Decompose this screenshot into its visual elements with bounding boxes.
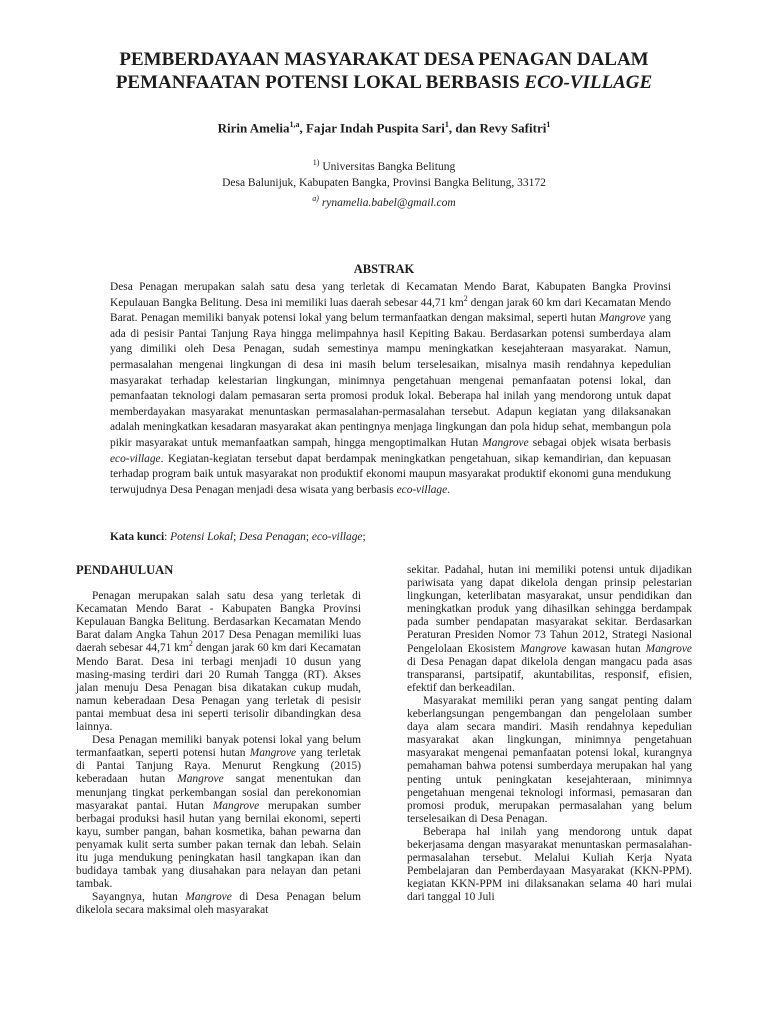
- paragraph-text: dengan jarak 60 km dari Kecamatan Mendo Barat. Desa ini terbagi menjadi 10 dusun yang masing-masing terdiri dari 20 Rumah Tangga (RT). Akses jalan menuju Desa Penagan bisa dikatakan cukup mudah, namun keberadaan Desa Penagan yang terletak di pesisir pantai membuat desa ini seperti terisolir dibandingkan desa lainnya.: [76, 642, 361, 734]
- intro-paragraph-2: [76, 734, 361, 891]
- paragraph-text: Sayangnya, hutan: [92, 891, 186, 904]
- paragraph-text: kawasan hutan: [566, 642, 646, 655]
- affiliation-sup: 1): [312, 158, 320, 167]
- abstract-heading: ABSTRAK: [353, 262, 415, 276]
- title-line-2-italic: ECO-VILLAGE: [524, 72, 653, 93]
- author-2: Fajar Indah Puspita Sari: [306, 120, 445, 136]
- keyword-1: Potensi Lokal: [170, 531, 234, 543]
- paragraph-text: yang terletak di Pantai Tanjung Raya. Menurut Rengkung (2015) keberadaan hutan: [76, 747, 361, 786]
- keyword-3: eco-village: [311, 531, 363, 543]
- left-column: [76, 564, 361, 917]
- title-line-1: PEMBERDAYAAN MASYARAKAT DESA PENAGAN DALAM: [119, 49, 649, 70]
- abstract-text: .: [447, 483, 451, 496]
- email-address: rynamelia.babel@gmail.com: [321, 196, 456, 209]
- paragraph-text: di Desa Penagan dapat dikelola dengan mangacu pada asas transparansi, partsipatif, akuntabilitas, responsif, efisien, efektif dan berkeadilan.: [407, 655, 692, 694]
- keywords-label: Kata kunci: [110, 531, 165, 543]
- paragraph-italic: Mangrove: [177, 773, 224, 786]
- affiliation-address: Desa Balunijuk, Kabupaten Bangka, Provinsi Bangka Belitung, 33172: [222, 176, 546, 189]
- intro-paragraph-3: [76, 891, 361, 917]
- paragraph-italic: Mangrove: [519, 642, 567, 655]
- paper-title: [60, 48, 708, 94]
- title-line-2-text: PEMANFAATAN POTENSI LOKAL BERBASIS: [115, 72, 520, 93]
- paragraph-text: Penagan merupakan salah satu desa yang terletak di Kecamatan Mendo Barat - Kabupaten Bangka Provinsi Kepulauan Bangka Belitung. Berdasarkan Kecamatan Mendo Barat dalam Angka Tahun 2017 Desa Penagan memiliki luas daerah sebesar 44,71 km: [76, 590, 361, 655]
- author-3-sup: 1: [546, 120, 551, 129]
- section-heading-pendahuluan: PENDAHULUAN: [76, 563, 174, 577]
- affiliation: [80, 155, 688, 211]
- keyword-2: Desa Penagan: [239, 531, 306, 543]
- right-paragraph-2: Masyarakat memiliki peran yang sangat penting dalam keberlangsungan pengembangan dan pengelolaan sumber daya alam secara mandiri. Masih rendahnya kepedulian masyarakat akan lingkungan, minimnya pengetahuan masyarakat mengenai pemanfaatan potensi lokal, kurangnya pemahaman bahwa potensi sumberdaya merupakan hal yang penting untuk peningkatan kesejahteraan, minimnya pengetahuan mengenai teknologi informasi, pemasaran dan promosi produk, merupakan permasalahan yang belum terselesaikan di Desa Penagan.: [407, 694, 692, 825]
- abstract-text: . Kegiatan-kegiatan tersebut dapat berdampak meningkatkan pengetahuan, sikap kemandirian, dan kepuasan terhadap program baik untuk masyarakat non produktif ekonomi maupun masyarakat produktif ekonomi guna mendukung terwujudnya Desa Penagan menjadi desa wisata yang berbasis: [110, 452, 671, 496]
- paragraph-text: sekitar. Padahal, hutan ini memiliki potensi untuk dijadikan pariwisata yang dapat dikelola dengan prinsip pelestarian lingkungan, keterlibatan masyarakat, unsur pendidikan dan meningkatkan produk yang dihasilkan sehingga berdampak pada sumber pendapatan masyarakat sekitar. Berdasarkan Peraturan Presiden Nomor 73 Tahun 2012, Strategi Nasional Pengelolaan Ekosistem: [407, 564, 692, 655]
- affiliation-email: [80, 191, 688, 211]
- paragraph-italic: Mangrove: [185, 891, 232, 904]
- abstract-text: Desa Penagan merupakan salah satu desa yang terletak di Kecamatan Mendo Barat, Kabupaten Bangka Provinsi Kepulauan Bangka Belitung. Desa ini memiliki luas daerah sebesar 44,71 km: [110, 281, 671, 309]
- paragraph-sup: 2: [188, 639, 193, 649]
- abstract-body: [110, 280, 671, 498]
- abstract-italic: eco-village: [396, 483, 448, 496]
- paragraph-italic: Mangrove: [249, 747, 297, 760]
- paragraph-text: sangat menentukan dan menunjang tingkat perkembangan sosial dan perekonomian masyarakat pantai. Hutan: [76, 773, 361, 812]
- abstract-text: dengan jarak 60 km dari Kecamatan Mendo Barat. Penagan memiliki banyak potensi lokal yang belum termanfaatkan dengan maksimal, seperti hutan: [110, 296, 671, 325]
- right-paragraph-1: [407, 564, 692, 695]
- abstract-text: yang ada di pesisir Pantai Tanjung Raya hingga melimpahnya hasil Kepiting Bakau. Berdasarkan potensi sumberdaya alam yang dimiliki oleh Desa Penagan, sudah semestinya mampu meningkatkan kesejahteraan masyarakat. Namun, permasalahan mengenai lingkungan di desa ini masih belum terselesaikan, misalnya masih rendahnya kepedulian masyarakat terhadap kelestarian lingkungan, minimnya pengetahuan mengenai pemanfaatan potensi lokal, dan pemanfaatan teknologi dalam pemasaran serta promosi produk lokal. Beberapa hal inilah yang mendorong untuk dapat memberdayakan masyarakat menuntaskan permasalahan-permasalahan tersebut. Adapun kegiatan yang dilaksanakan adalah meningkatkan kesadaran masyarakat akan pentingnya menjaga lingkungan dan pola hidup sehat, membangun pola pikir masyarakat untuk memanfaatkan sampah, hingga mengoptimalkan Hutan: [110, 312, 671, 449]
- paragraph-text: di Desa Penagan belum dikelola secara maksimal oleh masyarakat: [76, 891, 361, 917]
- email-sup: a): [312, 193, 319, 203]
- author-2-sup: 1: [444, 120, 449, 129]
- right-paragraph-3: Beberapa hal inilah yang mendorong untuk dapat bekerjasama dengan masyarakat menuntaskan permasalahan-permasalahan tersebut. Melalui Kuliah Kerja Nyata Pembelajaran dan Pemberdayaan Masyarakat (KKN-PPM). kegiatan KKN-PPM ini dilaksanakan selama 40 hari mulai dari tanggal 10 Juli: [407, 825, 692, 904]
- paragraph-text: merupakan sumber berbagai produksi hasil hutan yang bernilai ekonomi, seperti kayu, sumber pangan, bahan kosmetika, bahan pewarna dan penyamak kulit serta sumber pakan ternak dan lebah. Selain itu juga mendukung peningkatan hasil tangkapan ikan dan budidaya tambak yang diusahakan para nelayan dan petani tambak.: [76, 799, 361, 891]
- intro-paragraph-1: [76, 590, 361, 734]
- author-3: Revy Safitri: [479, 120, 547, 136]
- keywords-line: [110, 531, 671, 543]
- university-name: Universitas Bangka Belitung: [322, 160, 456, 173]
- keywords-separator: :: [164, 531, 171, 543]
- abstract-italic: eco-village: [110, 452, 161, 465]
- paragraph-text: Desa Penagan memiliki banyak potensi lokal yang belum termanfaatkan, seperti potensi hutan: [76, 734, 361, 760]
- author-1: Ririn Amelia: [217, 120, 290, 136]
- affiliation-university: [80, 155, 688, 175]
- keyword-end: ;: [362, 531, 366, 543]
- paragraph-italic: Mangrove: [212, 799, 260, 812]
- keyword-separator: ;: [305, 531, 312, 543]
- abstract-text: sebagai objek wisata berbasis: [528, 436, 671, 449]
- author-list: Ririn Amelia$^{1,a}$, Fajar Indah Puspita Sari$^1$, dan Revy Safitri$^1$: [217, 120, 551, 136]
- author-1-sup: 1,a: [289, 120, 300, 129]
- abstract-italic: Mangrove: [599, 312, 646, 325]
- keyword-separator: ;: [233, 531, 240, 543]
- title-line-2: [60, 71, 708, 94]
- paragraph-italic: Mangrove: [645, 642, 692, 655]
- abstract-sup: 2: [463, 293, 468, 303]
- abstract-italic: Mangrove: [482, 436, 529, 449]
- right-column: [407, 564, 692, 904]
